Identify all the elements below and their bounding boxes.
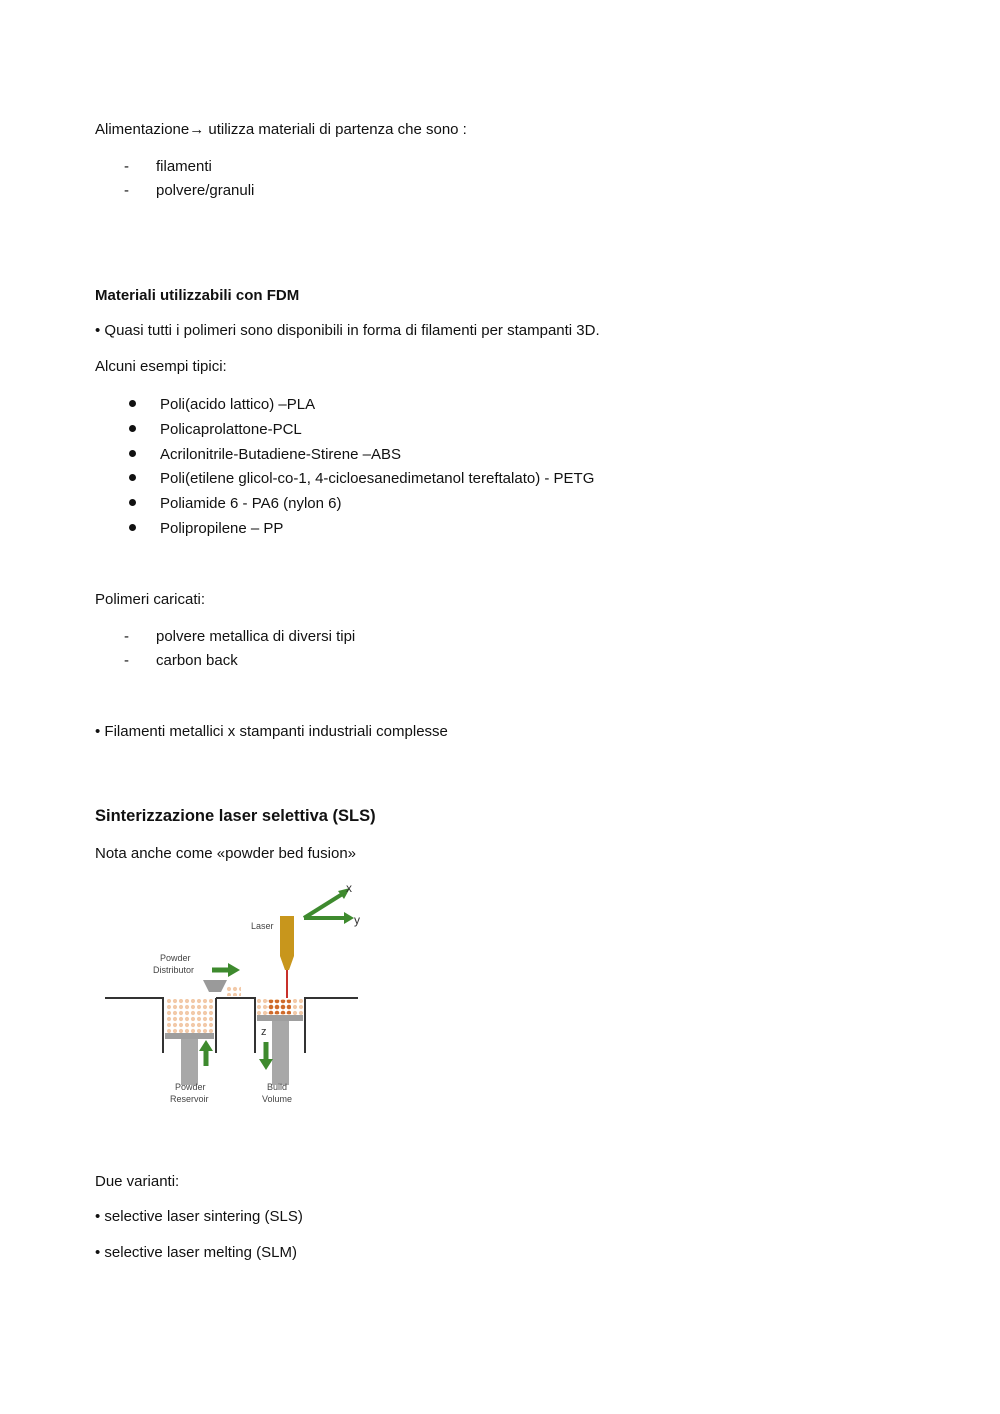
build-arrow-head bbox=[259, 1059, 273, 1070]
distributor-arrow-head bbox=[228, 963, 240, 977]
distributor-label-line2: Distributor bbox=[153, 965, 195, 975]
variant-item: • selective laser sintering (SLS) bbox=[95, 1208, 303, 1225]
fdm-examples-label: Alcuni esempi tipici: bbox=[95, 358, 227, 375]
fdm-intro: • Quasi tutti i polimeri sono disponibili in forma di filamenti per stampanti 3D. bbox=[95, 322, 600, 339]
filled-item: polvere metallica di diversi tipi bbox=[156, 628, 356, 645]
material-item: Poli(acido lattico) –PLA bbox=[160, 396, 316, 413]
laser-label: Laser bbox=[251, 921, 274, 931]
axis-z-label: z bbox=[261, 1026, 267, 1038]
feed-item: filamenti bbox=[156, 158, 212, 175]
metal-note: • Filamenti metallici x stampanti industriali complesse bbox=[95, 723, 448, 740]
reservoir-label-line2: Reservoir bbox=[170, 1094, 209, 1104]
variant-item: • selective laser melting (SLM) bbox=[95, 1244, 297, 1261]
feed-item: polvere/granuli bbox=[156, 182, 255, 199]
feed-text: utilizza materiali di partenza che sono : bbox=[204, 121, 467, 138]
laser-head bbox=[280, 916, 294, 970]
reservoir-piston-plate bbox=[165, 1033, 214, 1039]
dash-bullet: - bbox=[124, 182, 129, 199]
bullet-dot bbox=[129, 425, 136, 432]
bullet-dot bbox=[129, 400, 136, 407]
distributor-hopper bbox=[203, 980, 227, 992]
axis-y-label: y bbox=[354, 913, 360, 927]
material-item: Poliamide 6 - PA6 (nylon 6) bbox=[160, 495, 342, 512]
dash-bullet: - bbox=[124, 652, 129, 669]
material-item: Policaprolattone-PCL bbox=[160, 421, 302, 438]
reservoir-label-line1: Powder bbox=[175, 1082, 206, 1092]
build-piston-plate bbox=[257, 1015, 303, 1021]
distributor-label-line1: Powder bbox=[160, 953, 191, 963]
arrow-right-icon: → bbox=[189, 121, 205, 138]
feed-label: Alimentazione bbox=[95, 121, 190, 138]
sls-aka: Nota anche come «powder bed fusion» bbox=[95, 845, 357, 862]
sintered-part bbox=[267, 1000, 291, 1014]
material-item: Polipropilene – PP bbox=[160, 520, 284, 537]
bullet-dot bbox=[129, 499, 136, 506]
filled-item: carbon back bbox=[156, 652, 238, 669]
machine-outline bbox=[105, 998, 358, 1053]
reservoir-arrow-head bbox=[199, 1040, 213, 1051]
fdm-title: Materiali utilizzabili con FDM bbox=[95, 287, 300, 304]
powder-heap bbox=[227, 986, 241, 996]
build-label-line1: Build bbox=[267, 1082, 288, 1092]
variants-label: Due varianti: bbox=[95, 1173, 180, 1190]
sls-title: Sinterizzazione laser selettiva (SLS) bbox=[95, 807, 376, 825]
feed-line bbox=[95, 121, 467, 139]
dash-bullet: - bbox=[124, 158, 129, 175]
reservoir-piston-rod bbox=[181, 1039, 198, 1085]
dash-bullet: - bbox=[124, 628, 129, 645]
material-item: Acrilonitrile-Butadiene-Stirene –ABS bbox=[160, 446, 401, 463]
build-piston-rod bbox=[272, 1021, 289, 1085]
bullet-dot bbox=[129, 450, 136, 457]
bullet-dot bbox=[129, 524, 136, 531]
sls-diagram bbox=[100, 878, 365, 1110]
build-label-line2: Volume bbox=[262, 1094, 293, 1104]
axis-x-label: x bbox=[346, 881, 352, 895]
material-item: Poli(etilene glicol-co-1, 4-cicloesanedimetanol tereftalato) - PETG bbox=[160, 470, 595, 487]
axis-arrows bbox=[304, 881, 360, 927]
bullet-dot bbox=[129, 474, 136, 481]
reservoir-powder bbox=[165, 999, 214, 1033]
filled-label: Polimeri caricati: bbox=[95, 591, 206, 608]
